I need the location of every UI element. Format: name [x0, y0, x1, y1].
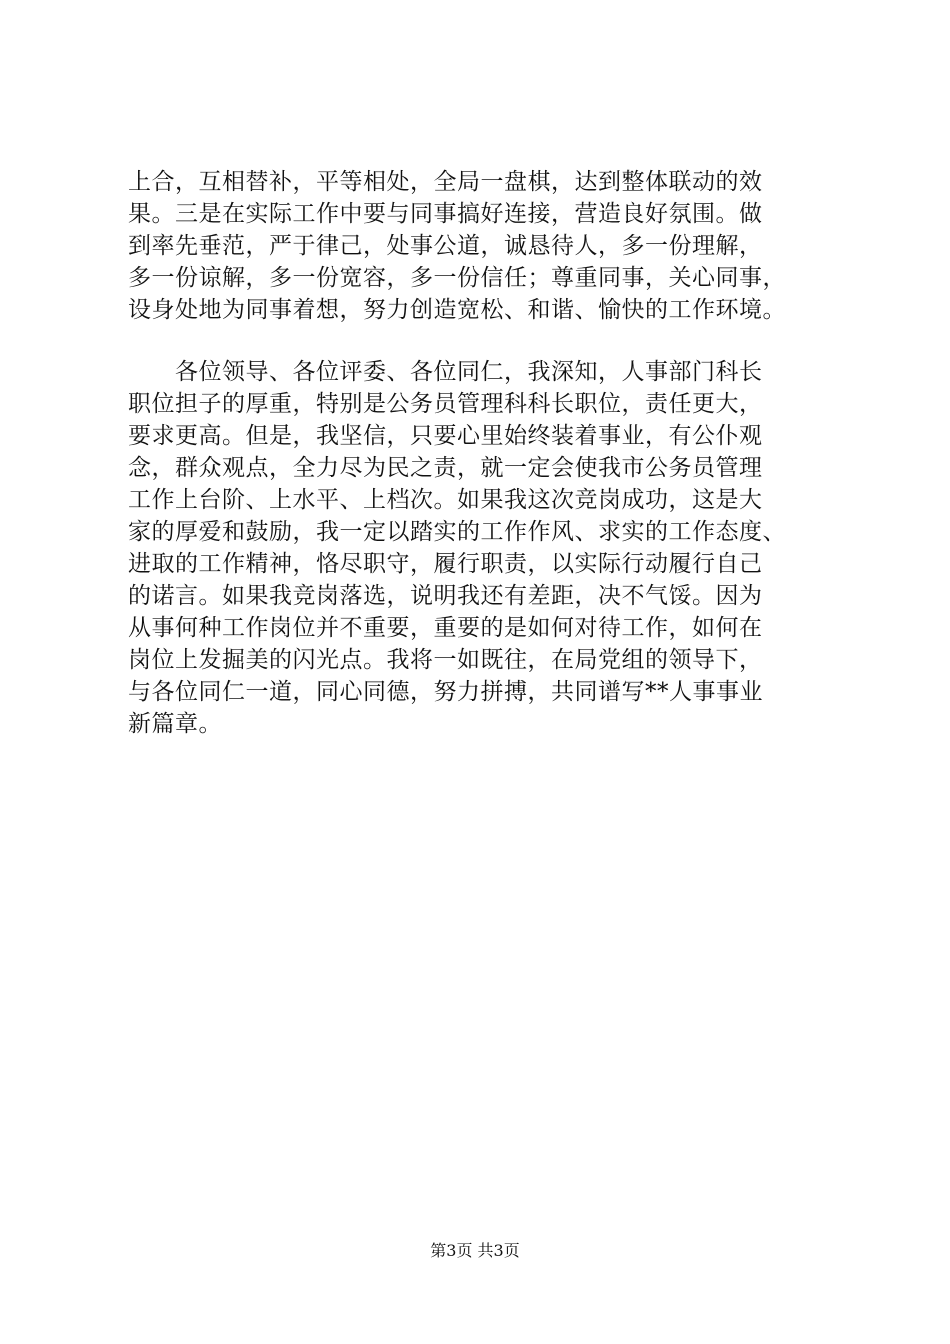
paragraph-line: 岗位上发掘美的闪光点。我将一如既往，在局党组的领导下，	[128, 647, 763, 673]
paragraph-line: 工作上台阶、上水平、上档次。如果我这次竞岗成功，这是大	[128, 487, 763, 513]
paragraph-line: 念，群众观点，全力尽为民之责，就一定会使我市公务员管理	[128, 455, 763, 481]
paragraph-line: 到率先垂范，严于律己，处事公道，诚恳待人，多一份理解，	[128, 233, 763, 259]
paragraph-1	[128, 166, 838, 326]
paragraph-line: 要求更高。但是，我坚信，只要心里始终装着事业，有公仆观	[128, 423, 763, 449]
paragraph-line: 各位领导、各位评委、各位同仁，我深知，人事部门科长	[128, 359, 763, 385]
paragraph-line: 上合，互相替补，平等相处，全局一盘棋，达到整体联动的效	[128, 169, 763, 195]
paragraph-line: 进取的工作精神，恪尽职守，履行职责，以实际行动履行自己	[128, 551, 763, 577]
paragraph-2	[128, 356, 838, 740]
paragraph-line: 多一份谅解，多一份宽容，多一份信任；尊重同事，关心同事，	[128, 265, 786, 291]
paragraph-line: 家的厚爱和鼓励，我一定以踏实的工作作风、求实的工作态度、	[128, 519, 786, 545]
page-footer: 第3页 共3页	[430, 1241, 520, 1260]
paragraph-line: 从事何种工作岗位并不重要，重要的是如何对待工作，如何在	[128, 615, 763, 641]
paragraph-line: 职位担子的厚重，特别是公务员管理科科长职位，责任更大，	[128, 391, 763, 417]
paragraph-line: 果。三是在实际工作中要与同事搞好连接，营造良好氛围。做	[128, 201, 763, 227]
paragraph-line: 新篇章。	[128, 711, 222, 737]
paragraph-line: 设身处地为同事着想，努力创造宽松、和谐、愉快的工作环境。	[128, 297, 786, 323]
paragraph-line: 的诺言。如果我竞岗落选，说明我还有差距，决不气馁。因为	[128, 583, 763, 609]
paragraph-line: 与各位同仁一道，同心同德，努力拼搏，共同谱写**人事事业	[128, 679, 763, 705]
